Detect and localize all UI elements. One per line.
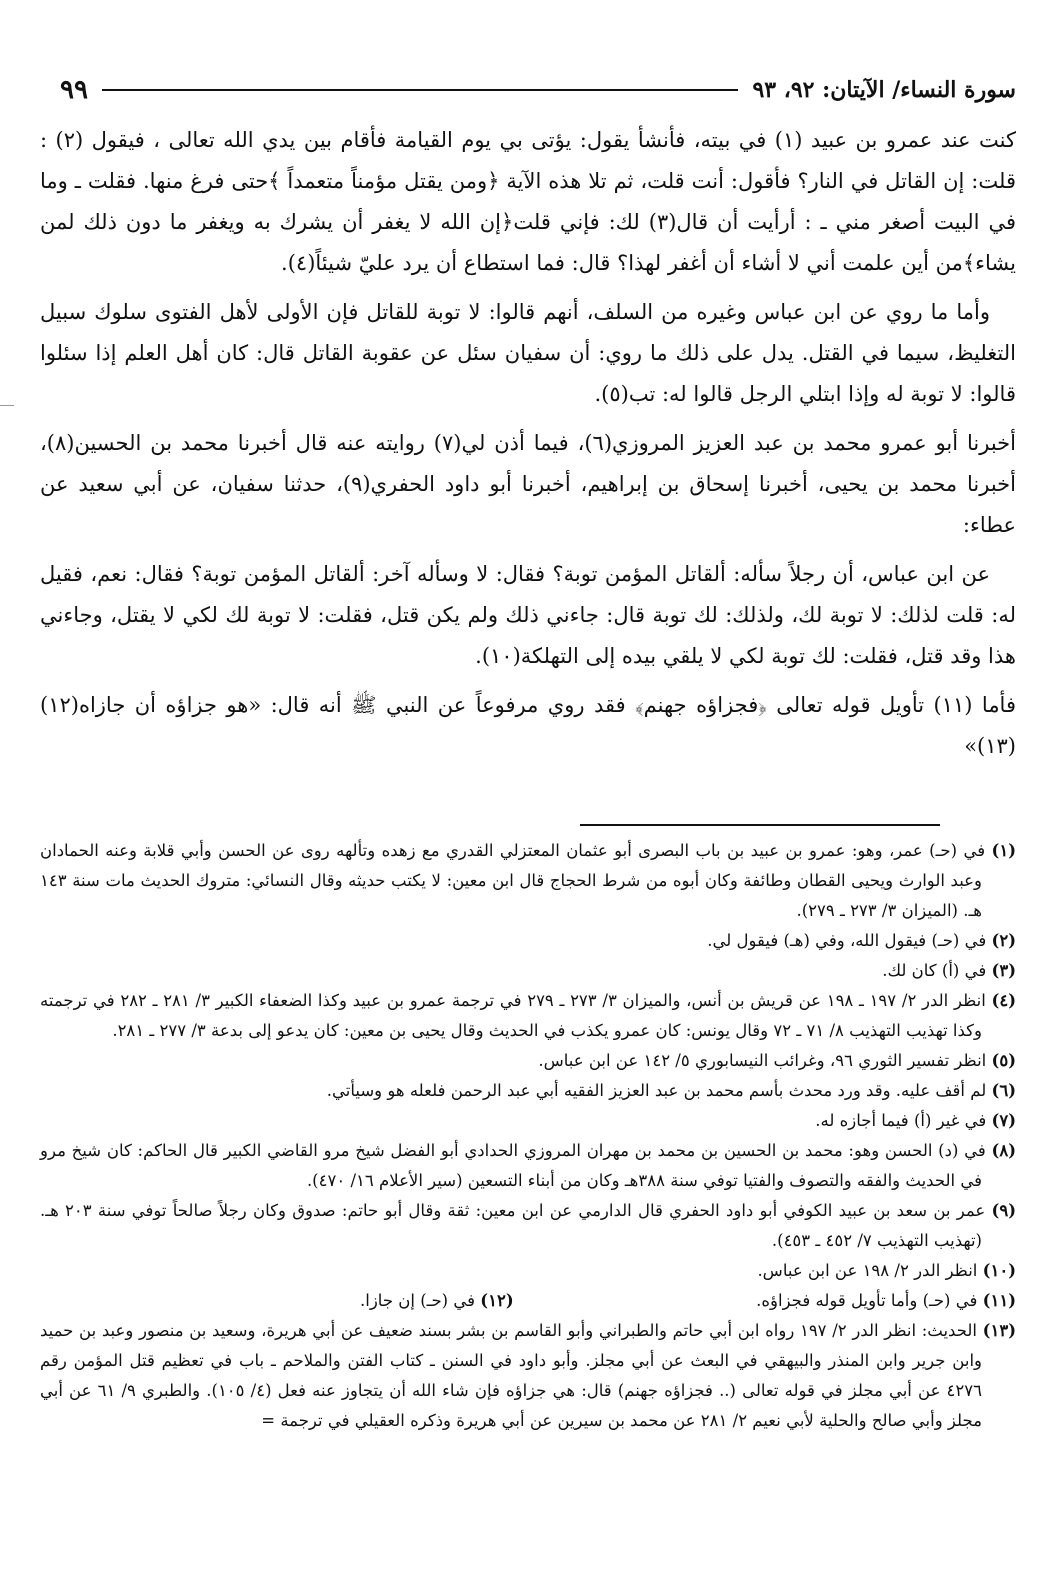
footnote-10 bbox=[40, 1256, 1016, 1286]
footnote-text: في (حـ) وأما تأويل قوله فجزاؤه. bbox=[756, 1291, 978, 1310]
footnote-12 bbox=[360, 1286, 514, 1316]
footnote-text: انظر تفسير الثوري ٩٦، وغرائب النيسابوري ٥/ ١٤٢ عن ابن عباس. bbox=[538, 1051, 987, 1070]
paragraph-4: عن ابن عباس، أن رجلاً سأله: ألقاتل المؤمن توبة؟ فقال: لا وسأله آخر: ألقاتل المؤمن توبة؟ فقال: نعم، فقيل له: قلت لذلك: لا توبة لك، ولذلك: لك توبة قال: جاءني ذلك ولم يكن قتل، فقلت: لا توبة لك لكي لا يقتل، وجاءني هذا وقد قتل، فقلت: لك توبة لكي لا يلقي بيده إلى التهلكة(١٠). bbox=[40, 562, 1016, 668]
footnote-text: في (د) الحسن وهو: محمد بن الحسين بن محمد بن مهران المروزي الحدادي أبو الفضل شيخ مرو القاضي الكبير قال الحاكم: كان شيخ مرو في الحديث والفقه والتصوف والفتيا توفي سنة ٣٨٨هـ وكان من أبناء التسعين (سير الأعلام ١٦/ ٤٧٠). bbox=[40, 1141, 986, 1190]
footnote-3 bbox=[40, 956, 1016, 986]
footnote-6 bbox=[40, 1076, 1016, 1106]
footnote-4 bbox=[40, 986, 1016, 1046]
footnote-pair-row bbox=[40, 1286, 1016, 1316]
footnote-text: في (أ) كان لك. bbox=[882, 961, 987, 980]
footnote-9 bbox=[40, 1196, 1016, 1256]
footnote-number: (٢) bbox=[991, 931, 1016, 950]
footnote-number: (١٠) bbox=[982, 1261, 1016, 1280]
footnote-8 bbox=[40, 1136, 1016, 1196]
main-text bbox=[40, 120, 1016, 775]
footnote-text: انظر الدر ٢/ ١٩٨ عن ابن عباس. bbox=[757, 1261, 978, 1280]
margin-mark bbox=[0, 405, 14, 406]
paragraph-5: فأما (١١) تأويل قوله تعالى ﴿فجزاؤه جهنم﴾ فقد روي مرفوعاً عن النبي ﷺ أنه قال: «هو جزاؤه أن جازاه(١٢)(١٣)» bbox=[40, 693, 1016, 758]
page-header bbox=[60, 70, 1016, 110]
footnote-number: (٨) bbox=[991, 1141, 1016, 1160]
footnote-text: في غير (أ) فيما أجازه له. bbox=[815, 1111, 987, 1130]
footnote-number: (٩) bbox=[991, 1201, 1016, 1220]
footnote-number: (١) bbox=[991, 841, 1016, 860]
paragraph-3: أخبرنا أبو عمرو محمد بن عبد العزيز المروزي(٦)، فيما أذن لي(٧) روايته عنه قال أخبرنا محمد بن الحسين(٨)، أخبرنا محمد بن يحيى، أخبرنا إسحاق بن إبراهيم، أخبرنا أبو داود الحفري(٩)، حدثنا سفيان، عن أبي سعيد عن عطاء: bbox=[40, 431, 1017, 537]
footnote-13 bbox=[40, 1316, 1016, 1436]
footnote-1 bbox=[40, 836, 1016, 926]
footnotes bbox=[40, 836, 1016, 1436]
paragraph-1: كنت عند عمرو بن عبيد (١) في بيته، فأنشأ يقول: يؤتى بي يوم القيامة فأقام بين يدي الله تعالى ، فيقول (٢) : قلت: إن القاتل في النار؟ فأقول: أنت قلت، ثم تلا هذه الآية ﴿ومن يقتل مؤمناً متعمداً ﴾حتى فرغ منها. فقلت ـ وما في البيت أصغر مني ـ : أرأيت أن قال(٣) لك: فإني قلت﴿إن الله لا يغفر أن يشرك به ويغفر ما دون ذلك لمن يشاء﴾من أين علمت أني لا أشاء أن أغفر لهذا؟ قال: فما استطاع أن يرد عليّ شيئاً(٤). bbox=[40, 128, 1017, 275]
footnote-number: (٧) bbox=[991, 1111, 1016, 1130]
footnote-text: لم أقف عليه. وقد ورد محدث بأسم محمد بن عبد العزيز الفقيه أبي عبد الرحمن فلعله هو وسيأتي. bbox=[326, 1081, 987, 1100]
footnote-number: (١٣) bbox=[982, 1321, 1017, 1340]
footnote-number: (٣) bbox=[991, 961, 1016, 980]
footnote-text: في (حـ) عمر، وهو: عمرو بن عبيد بن باب البصرى أبو عثمان المعتزلي القدري مع زهده وتألهه روى عن الحسن وأبي قلابة وعنه الحمادان وعبد الوارث ويحيى القطان وطائفة وكان أبوه من شرط الحجاج قال ابن معين: لا يكتب حديثه وقال النسائي: متروك الحديث مات سنة ١٤٣ هـ. (الميزان ٣/ ٢٧٣ ـ ٢٧٩). bbox=[40, 841, 986, 920]
footnote-5 bbox=[40, 1046, 1016, 1076]
paragraph-2: وأما ما روي عن ابن عباس وغيره من السلف، أنهم قالوا: لا توبة للقاتل فإن الأولى لأهل الفتوى سلوك سبيل التغليظ، سيما في القتل. يدل على ذلك ما روي: أن سفيان سئل عن عقوبة القاتل قال: كان أهل العلم إذا سئلوا قالوا: لا توبة له وإذا ابتلي الرجل قالوا له: تب(٥). bbox=[40, 300, 1016, 406]
running-title: سورة النساء/ الآيتان: ٩٢، ٩٣ bbox=[752, 77, 1016, 103]
page-number: ٩٩ bbox=[60, 75, 88, 105]
footnote-7 bbox=[40, 1106, 1016, 1136]
footnote-text: في (حـ) فيقول الله، وفي (هـ) فيقول لي. bbox=[707, 931, 987, 950]
footnote-number: (٥) bbox=[991, 1051, 1016, 1070]
footnote-2 bbox=[40, 926, 1016, 956]
footnote-text: عمر بن سعد بن عبيد الكوفي أبو داود الحفري قال الدارمي عن ابن معين: ثقة وقال أبو حاتم: صدوق وكان رجلاً صالحاً توفي سنة ٢٠٣ هـ. (تهذيب التهذيب ٧/ ٤٥٢ ـ ٤٥٣). bbox=[40, 1201, 986, 1250]
footnote-number: (١١) bbox=[982, 1291, 1016, 1310]
footnote-text: انظر الدر ٢/ ١٩٧ ـ ١٩٨ عن قريش بن أنس، والميزان ٣/ ٢٧٣ ـ ٢٧٩ في ترجمة عمرو بن عبيد وكذا الضعفاء الكبير ٣/ ٢٨١ ـ ٢٨٢ في ترجمته وكذا تهذيب التهذيب ٨/ ٧١ ـ ٧٢ وقال يونس: كان عمرو يكذب في الحديث وقال يحيى بن معين: كان يدعو إلى بدعة ٣/ ٢٧٧ ـ ٢٨١. bbox=[40, 991, 986, 1040]
footnote-separator bbox=[580, 824, 940, 826]
footnote-text: الحديث: انظر الدر ٢/ ١٩٧ رواه ابن أبي حاتم والطبراني وأبو القاسم بن بشر بسند ضعيف عن أبي هريرة، وسعيد بن منصور وعبد بن حميد وابن جرير وابن المنذر والبيهقي في البعث عن أبي مجلز. وأبو داود في السنن ـ كتاب الفتن والملاحم ـ باب في تعظيم قتل المؤمن رقم ٤٢٧٦ عن أبي مجلز في قوله تعالى (.. فجزاؤه جهنم) قال: هي جزاؤه فإن شاء الله أن يتجاوز عنه فعل (٤/ ١٠٥). والطبري ٩/ ٦١ عن أبي مجلز وأبي صالح والحلية لأبي نعيم ٢/ ٢٨١ عن محمد بن سيرين عن أبي هريرة وذكره العقيلي في ترجمة = bbox=[40, 1321, 982, 1430]
footnote-number: (٦) bbox=[991, 1081, 1016, 1100]
footnote-number: (٤) bbox=[991, 991, 1017, 1010]
footnote-number: (١٢) bbox=[480, 1291, 514, 1310]
header-rule bbox=[102, 89, 739, 91]
footnote-text: في (حـ) إن جازا. bbox=[360, 1291, 476, 1310]
footnote-11 bbox=[756, 1286, 1016, 1316]
